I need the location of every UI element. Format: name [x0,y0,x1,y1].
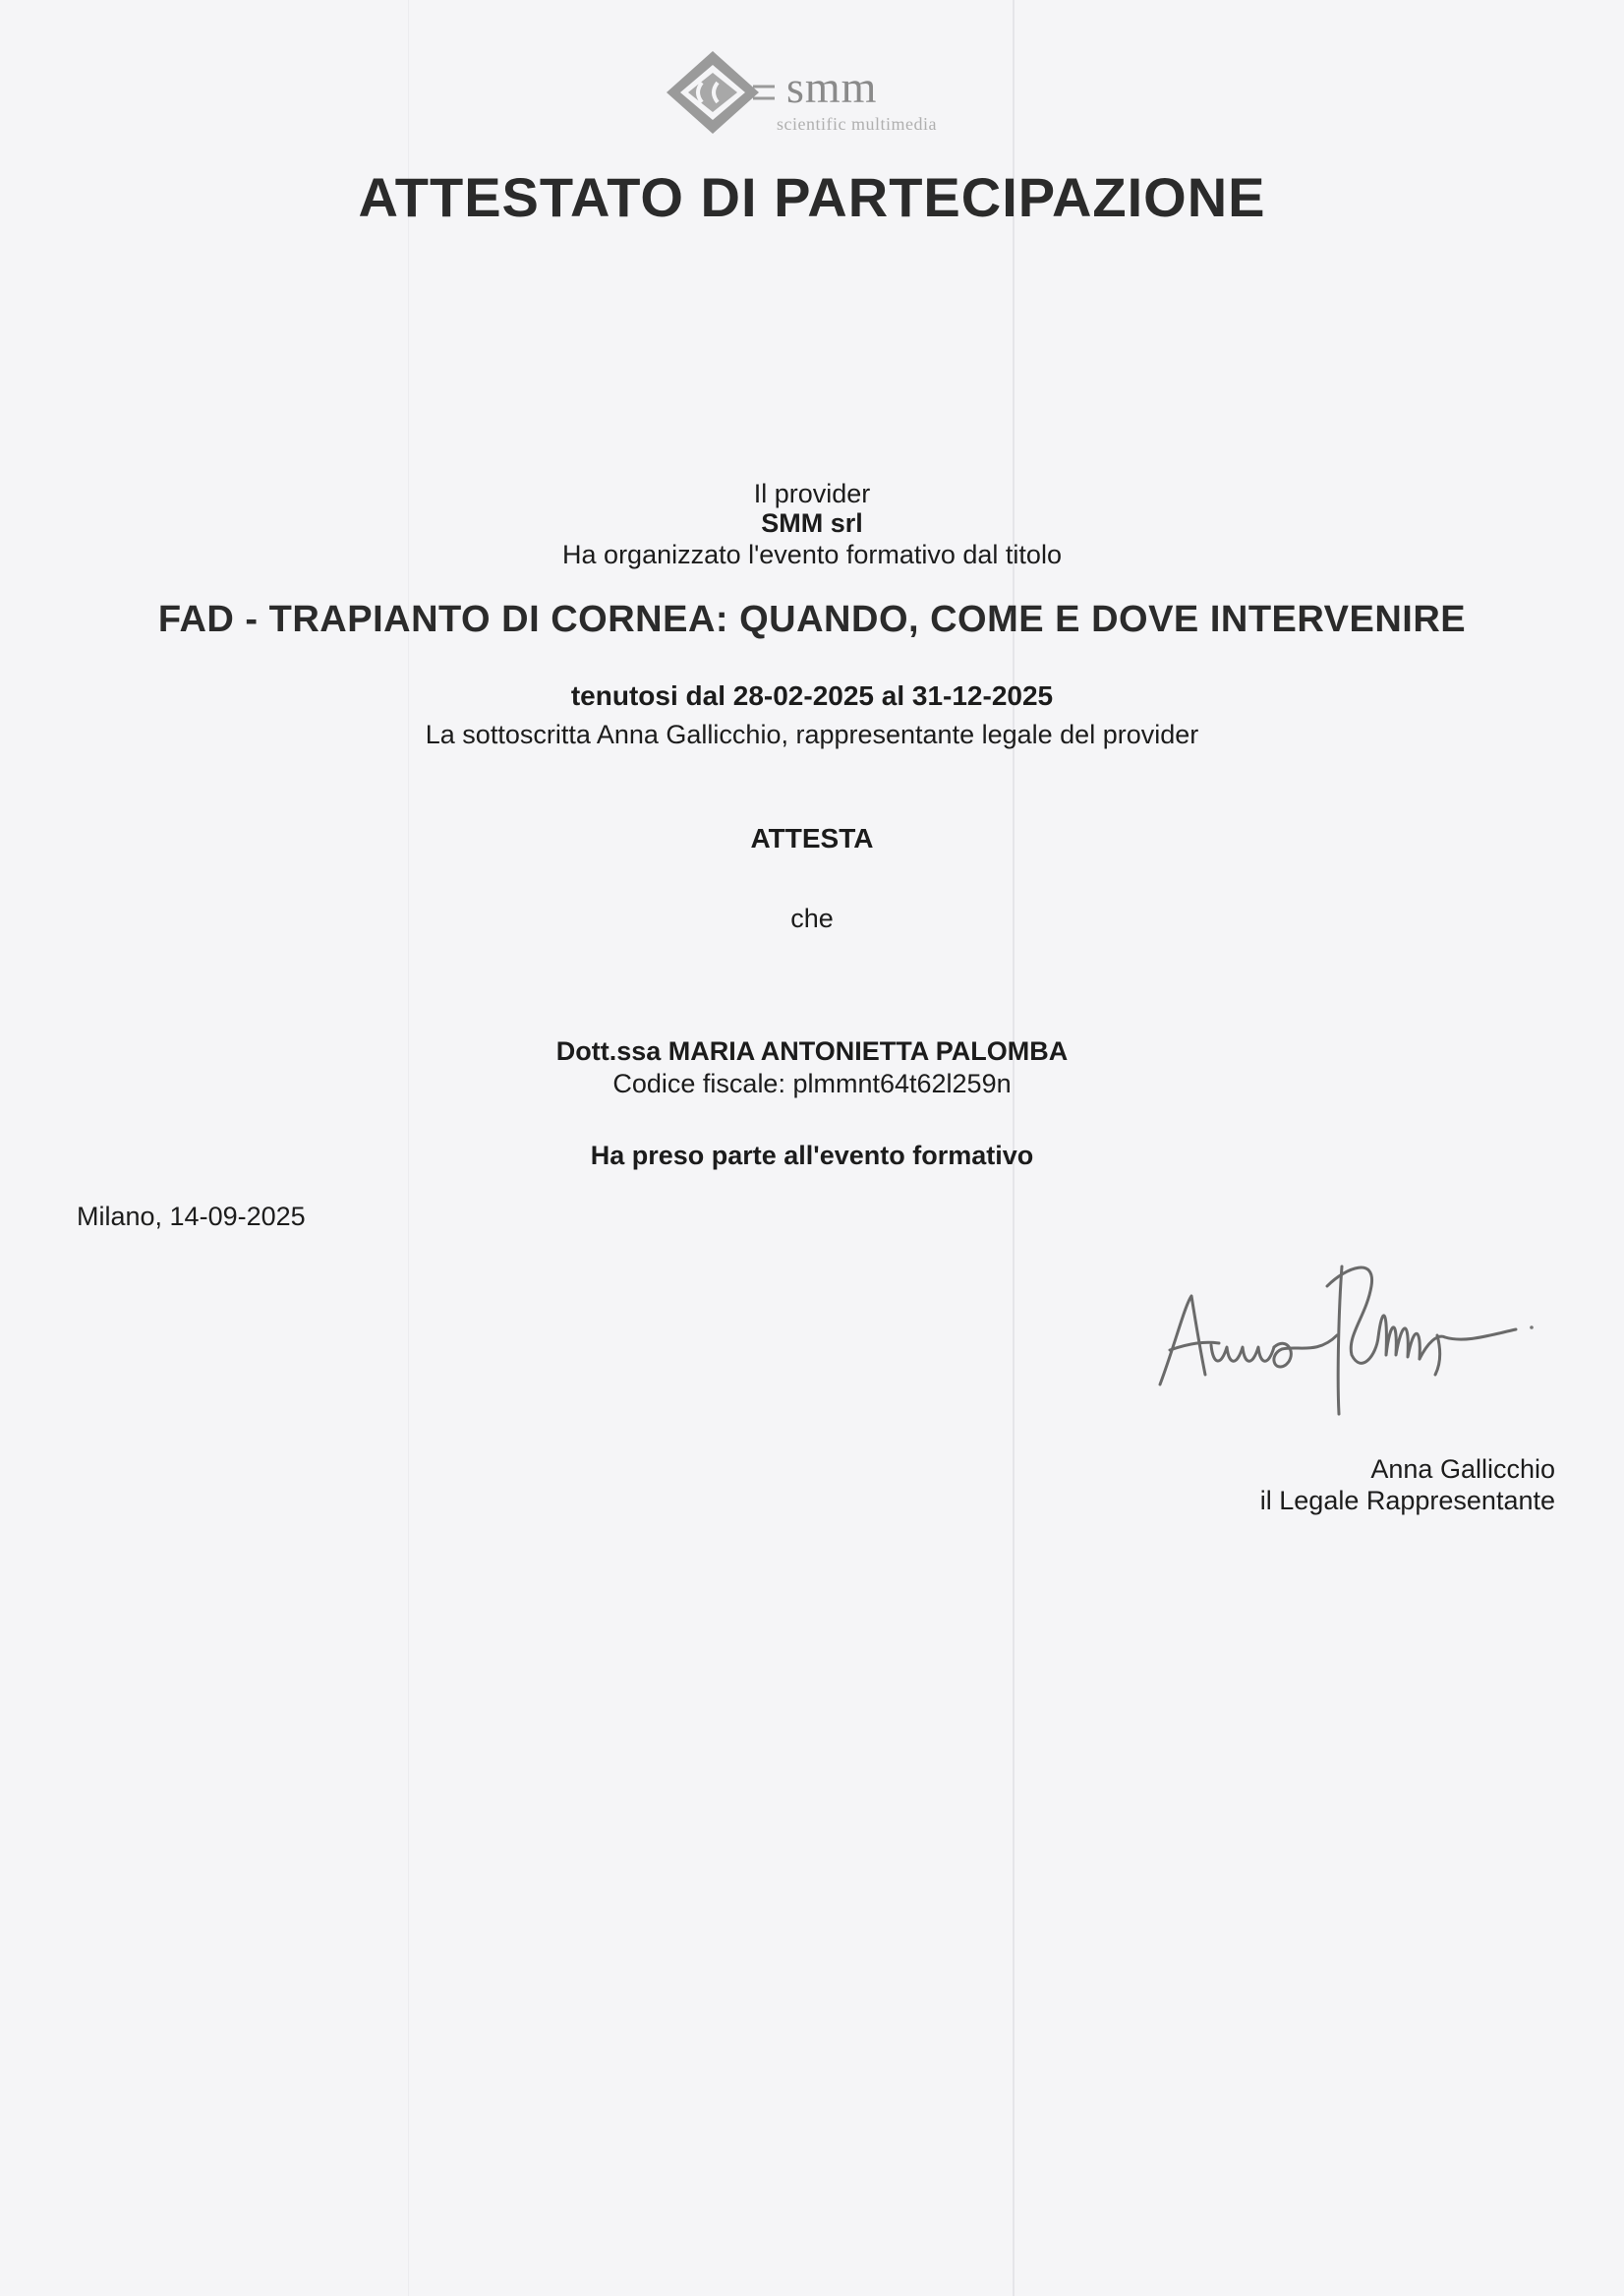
signature-block [1260,1453,1555,1516]
logo-tagline: scientific multimedia [777,114,937,134]
handwritten-signature [1150,1227,1543,1424]
smm-diamond-icon [659,43,777,142]
participant-tax-code: Codice fiscale: plmmnt64t62l259n [612,1069,1012,1098]
smm-logo [659,43,993,142]
signatory-role: il Legale Rappresentante [1259,1486,1555,1515]
participation-statement: Ha preso parte all'evento formativo [590,1141,1034,1170]
certificate-title: ATTESTATO DI PARTECIPAZIONE [358,166,1266,228]
logo-wordmark: smm [786,62,878,112]
che-text: che [790,904,834,933]
representative-statement: La sottoscritta Anna Gallicchio, rappresentante legale del provider [425,720,1199,749]
signatory-name: Anna Gallicchio [1370,1454,1555,1484]
place-and-date: Milano, 14-09-2025 [77,1202,306,1231]
provider-organized-text: Ha organizzato l'evento formativo dal titolo [562,540,1062,569]
provider-intro: Il provider [753,479,871,508]
event-title: FAD - TRAPIANTO DI CORNEA: QUANDO, COME E DOVE INTERVENIRE [157,599,1467,640]
participant-name: Dott.ssa MARIA ANTONIETTA PALOMBA [555,1036,1069,1066]
event-dates: tenutosi dal 28-02-2025 al 31-12-2025 [570,680,1054,711]
provider-name: SMM srl [761,508,863,538]
attesta-heading: ATTESTA [750,823,874,854]
